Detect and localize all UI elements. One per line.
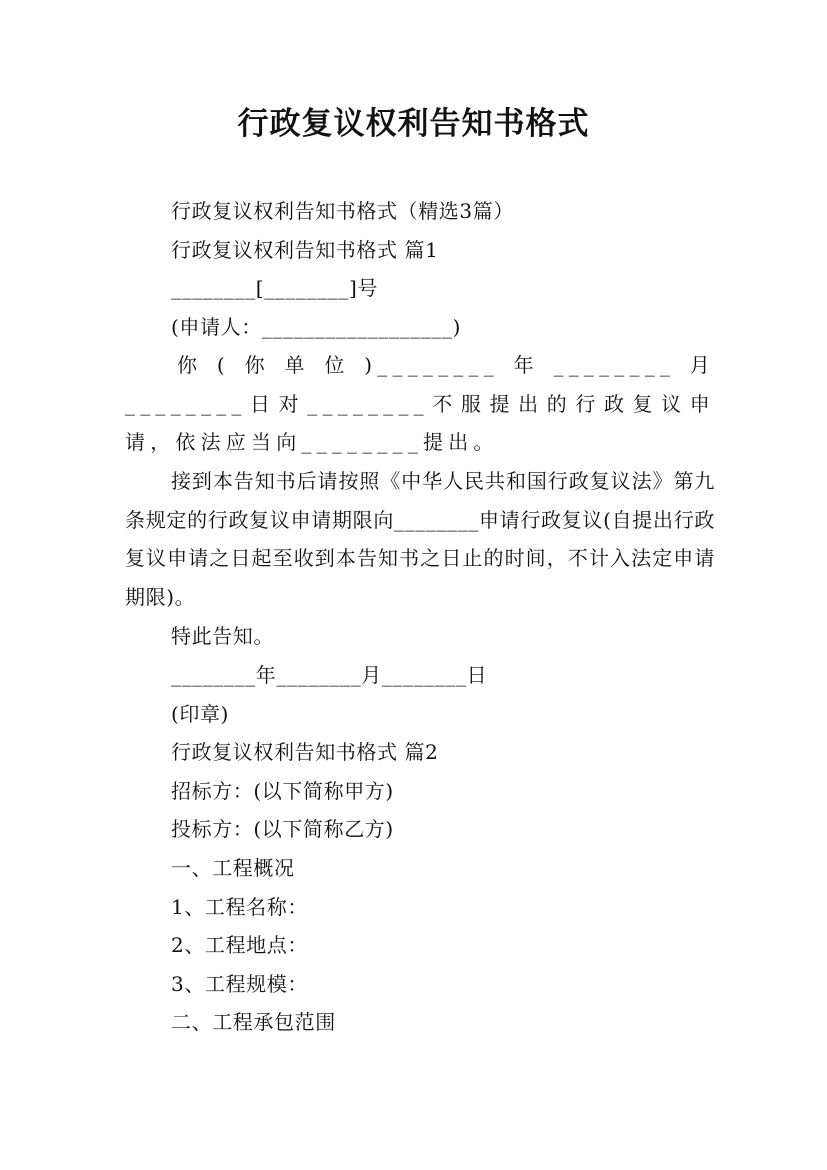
notice-line: 特此告知。 — [171, 624, 274, 648]
paragraph-deadline: 接到本告知书后请按照《中华人民共和国行政复议法》第九条规定的行政复议申请期限向________申请行政复议(自提出行政复议申请之日起至收到本告知书之日止的时间，不计入法定申请期限)。 — [125, 469, 715, 609]
paragraph-application: 你(你单位)________年________月________日对________不服提出的行政复议申请，依法应当向________提出。 — [125, 353, 715, 455]
bidder-line: 投标方：(以下简称乙方) — [171, 817, 394, 841]
overview-heading: 一、工程概况 — [171, 856, 295, 880]
item-project-scale: 3、工程规模： — [171, 972, 308, 996]
intro-line: 行政复议权利告知书格式（精选3篇） — [171, 199, 514, 223]
scope-heading: 二、工程承包范围 — [171, 1010, 336, 1034]
seal-line: (印章) — [171, 702, 230, 726]
section1-heading: 行政复议权利告知书格式 篇1 — [171, 238, 439, 262]
item-project-name: 1、工程名称： — [171, 895, 308, 919]
document-number-line: ________[________]号 — [171, 276, 379, 300]
document-title: 行政复议权利告知书格式 — [237, 106, 590, 142]
section2-heading: 行政复议权利告知书格式 篇2 — [171, 740, 439, 764]
tenderer-line: 招标方：(以下简称甲方) — [171, 779, 394, 803]
date-line: ________年________月________日 — [171, 663, 488, 687]
item-project-location: 2、工程地点： — [171, 933, 308, 957]
applicant-line: (申请人：__________________) — [171, 315, 462, 339]
